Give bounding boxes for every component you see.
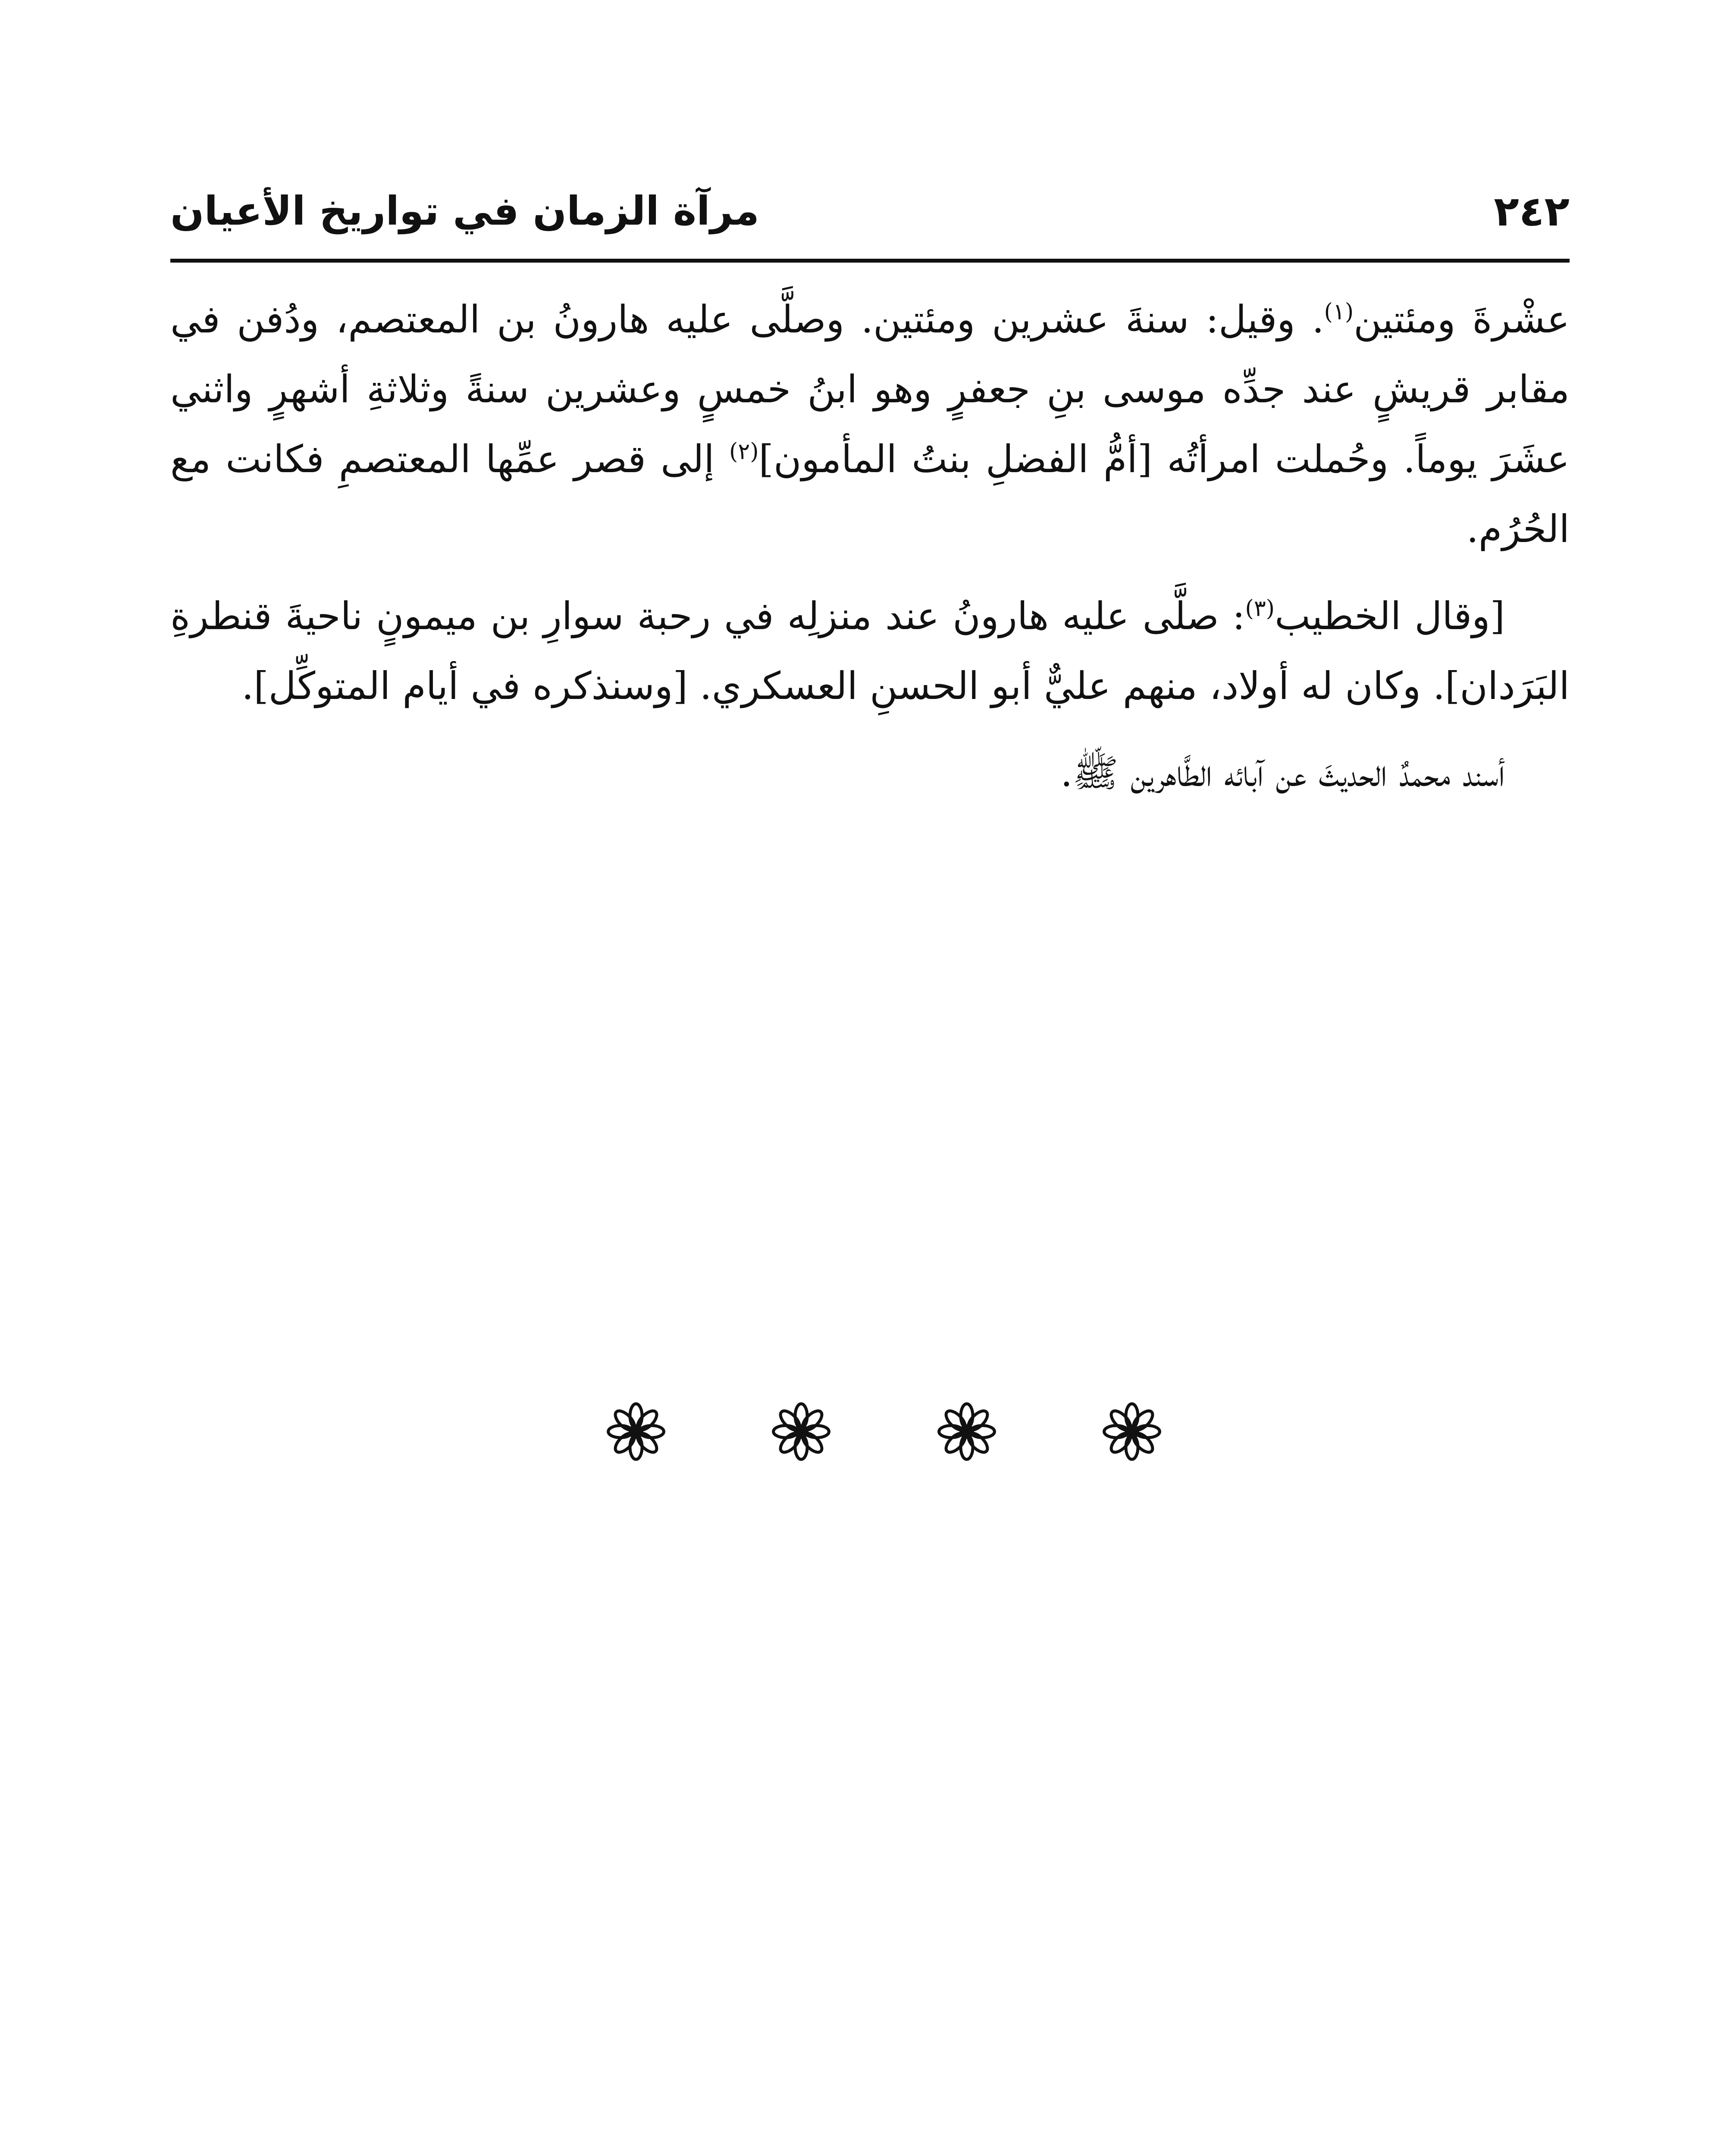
- footnote-marker-1: (١): [1324, 299, 1354, 325]
- footnote-marker-3: (٣): [1245, 595, 1275, 622]
- paragraph-1: [170, 285, 1570, 564]
- paragraph-2-text-a: [وقال الخطيب: [1275, 594, 1505, 638]
- paragraph-1-text-b: . وقيل: سنةَ عشرين ومئتين. وصلَّى عليه هارونُ بن المعتصم، ودُفن في مقابر قريشٍ عند جدِّه موسى بنِ جعفرٍ وهو ابنُ خمسٍ وعشرين سنةً وثلاثةِ أشهرٍ واثني عشَرَ يوماً. وحُملت امرأتُه [أمُّ الفضلِ بنتُ المأمون]: [170, 297, 1570, 481]
- flower-ornament-icon: [1100, 1399, 1164, 1464]
- running-header: [170, 181, 1570, 267]
- header-rule: [170, 259, 1570, 263]
- paragraph-1-text-c: إلى قصر عمِّها المعتصمِ فكانت مع الحُرُم.: [170, 437, 1570, 551]
- flower-ornament-icon: [604, 1399, 668, 1464]
- running-title: مرآة الزمان في تواريخ الأعيان: [170, 188, 759, 234]
- section-divider-ornaments: [604, 1393, 1164, 1470]
- paragraph-2-text-b: : صلَّى عليه هارونُ عند منزلِه في رحبة سوارِ بن ميمونٍ ناحيةَ قنطرةِ البَرَدان]. وكان له أولاد، منهم عليٌّ أبو الحسنِ العسكري. [وسنذكره في أيام المتوكِّل].: [170, 594, 1570, 708]
- main-text: [170, 285, 1570, 825]
- page-number: ٢٤٢: [1494, 187, 1570, 235]
- paragraph-3-text: أسند محمدٌ الحديثَ عن آبائه الطَّاهرين ﷺ.: [1060, 751, 1505, 795]
- paragraph-3: [170, 738, 1570, 808]
- paragraph-1-text-a: عشْرةَ ومئتين: [1354, 297, 1570, 342]
- flower-ornament-icon: [769, 1399, 834, 1464]
- footnote-marker-2: (٢): [729, 439, 759, 465]
- flower-ornament-icon: [934, 1399, 999, 1464]
- paragraph-2: [170, 581, 1570, 721]
